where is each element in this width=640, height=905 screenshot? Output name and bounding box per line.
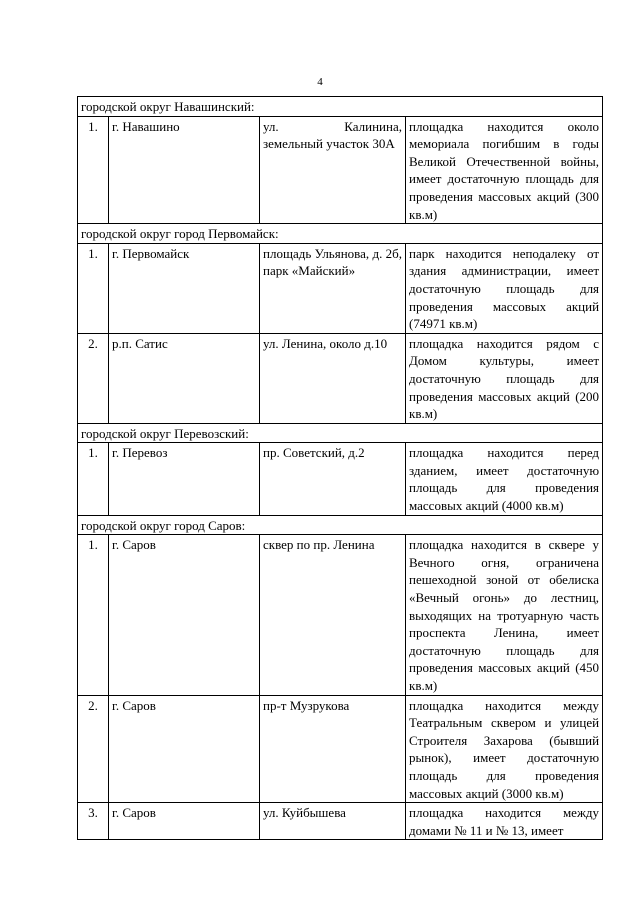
- sites-table-body: [78, 97, 603, 840]
- city-cell: г. Первомайск: [109, 243, 260, 333]
- address-cell: ул. Ленина, около д.10: [260, 333, 406, 423]
- description-cell: площадка находится перед зданием, имеет достаточную площадь для проведения массовых акций (4000 кв.м): [406, 443, 603, 515]
- row-number: 2.: [78, 695, 109, 803]
- row-number: 1.: [78, 535, 109, 695]
- description-cell: площадка находится в сквере у Вечного огня, ограничена пешеходной зоной от обелиска «Вечный огонь» до лестниц, выходящих на тротуарную часть проспекта Ленина, имеет достаточную площадь для проведения массовых акций (450 кв.м): [406, 535, 603, 695]
- city-cell: г. Перевоз: [109, 443, 260, 515]
- city-cell: р.п. Сатис: [109, 333, 260, 423]
- table-row: [78, 535, 603, 695]
- group-title: городской округ город Саров:: [78, 515, 603, 535]
- table-row: [78, 116, 603, 224]
- row-number: 1.: [78, 443, 109, 515]
- group-header-row: [78, 224, 603, 244]
- group-header-row: [78, 515, 603, 535]
- city-cell: г. Навашино: [109, 116, 260, 224]
- row-number: 1.: [78, 116, 109, 224]
- group-title: городской округ Навашинский:: [78, 97, 603, 117]
- row-number: 3.: [78, 803, 109, 840]
- address-cell: сквер по пр. Ленина: [260, 535, 406, 695]
- row-number: 1.: [78, 243, 109, 333]
- table-row: [78, 243, 603, 333]
- description-cell: площадка находится рядом с Домом культуры, имеет достаточную площадь для проведения массовых акций (200 кв.м): [406, 333, 603, 423]
- description-cell: площадка находится между домами № 11 и № 13, имеет: [406, 803, 603, 840]
- description-cell: площадка находится около мемориала погибшим в годы Великой Отечественной войны, имеет достаточную площадь для проведения массовых акций (300 кв.м): [406, 116, 603, 224]
- city-cell: г. Саров: [109, 803, 260, 840]
- table-row: [78, 333, 603, 423]
- group-title: городской округ город Первомайск:: [78, 224, 603, 244]
- address-cell: пр-т Музрукова: [260, 695, 406, 803]
- group-title: городской округ Перевозский:: [78, 423, 603, 443]
- description-cell: парк находится неподалеку от здания администрации, имеет достаточную площадь для проведения массовых акций (74971 кв.м): [406, 243, 603, 333]
- description-cell: площадка находится между Театральным сквером и улицей Строителя Захарова (бывший рынок), имеет достаточную площадь для проведения массовых акций (3000 кв.м): [406, 695, 603, 803]
- address-cell: ул. Куйбышева: [260, 803, 406, 840]
- page-number: 4: [317, 76, 323, 88]
- table-row: [78, 803, 603, 840]
- group-header-row: [78, 97, 603, 117]
- address-cell: ул. Калинина, земельный участок 30А: [260, 116, 406, 224]
- sites-table: [77, 96, 603, 840]
- table-row: [78, 443, 603, 515]
- city-cell: г. Саров: [109, 695, 260, 803]
- city-cell: г. Саров: [109, 535, 260, 695]
- address-cell: пр. Советский, д.2: [260, 443, 406, 515]
- table-row: [78, 695, 603, 803]
- row-number: 2.: [78, 333, 109, 423]
- group-header-row: [78, 423, 603, 443]
- address-cell: площадь Ульянова, д. 2б, парк «Майский»: [260, 243, 406, 333]
